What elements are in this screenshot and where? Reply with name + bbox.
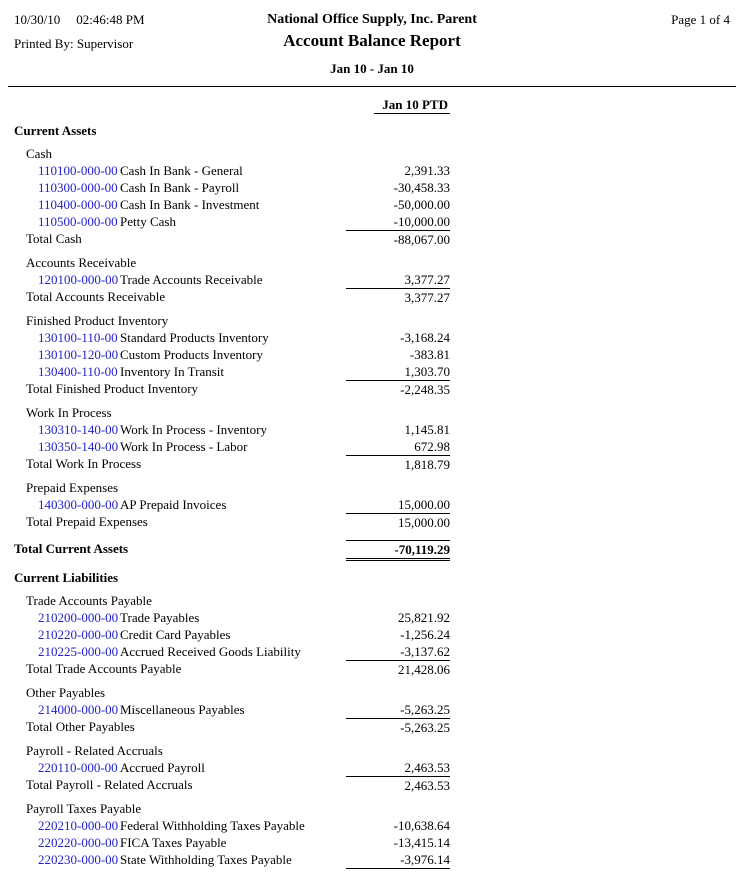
account-description: Cash In Bank - General bbox=[120, 163, 243, 178]
column-header-cell bbox=[346, 96, 450, 114]
account-amount: -1,256.24 bbox=[400, 627, 450, 642]
account-number-link[interactable]: 110400-000-00 bbox=[38, 197, 118, 212]
group-total-amount: 3,377.27 bbox=[346, 288, 450, 306]
pending-total-rule-row bbox=[14, 868, 450, 886]
account-row bbox=[14, 196, 450, 213]
account-row bbox=[14, 643, 450, 660]
account-amount: 2,463.53 bbox=[404, 760, 450, 775]
account-amount: -10,000.00 bbox=[393, 214, 450, 229]
header-divider bbox=[8, 86, 736, 87]
report-header bbox=[14, 8, 730, 77]
account-description: Cash In Bank - Payroll bbox=[120, 180, 240, 195]
account-description: FICA Taxes Payable bbox=[120, 835, 227, 850]
section-total-amount: -70,119.29 bbox=[346, 540, 450, 561]
account-number-link[interactable]: 110100-000-00 bbox=[38, 163, 118, 178]
print-datetime bbox=[14, 8, 204, 32]
account-number-link[interactable]: 140300-000-00 bbox=[38, 497, 119, 512]
group-total-amount: -88,067.00 bbox=[346, 230, 450, 248]
print-time: 02:46:48 PM bbox=[76, 12, 145, 27]
account-number-link[interactable]: 110300-000-00 bbox=[38, 180, 118, 195]
group-total-amount: 21,428.06 bbox=[346, 660, 450, 678]
group-total-amount: 15,000.00 bbox=[346, 513, 450, 531]
account-description: Work In Process - Labor bbox=[120, 439, 248, 454]
account-description: Federal Withholding Taxes Payable bbox=[120, 818, 305, 833]
account-amount: 3,377.27 bbox=[404, 272, 450, 287]
page-number: Page 1 of 4 bbox=[671, 12, 730, 27]
account-description: Trade Payables bbox=[120, 610, 200, 625]
account-description: State Withholding Taxes Payable bbox=[120, 852, 292, 867]
group-total-amount: -5,263.25 bbox=[346, 718, 450, 736]
group-name: Accounts Receivable bbox=[26, 255, 137, 270]
account-row bbox=[14, 179, 450, 196]
account-number-link[interactable]: 130100-110-00 bbox=[38, 330, 118, 345]
account-number-link[interactable]: 220110-000-00 bbox=[38, 760, 118, 775]
account-description: Standard Products Inventory bbox=[120, 330, 269, 345]
group-total-amount: -2,248.35 bbox=[346, 380, 450, 398]
group-total-label: Total Cash bbox=[26, 231, 82, 246]
account-row bbox=[14, 271, 450, 288]
group-total-label: Total Other Payables bbox=[26, 719, 135, 734]
account-row bbox=[14, 496, 450, 513]
account-row bbox=[14, 834, 450, 851]
group-total-label: Total Work In Process bbox=[26, 456, 142, 471]
column-header-ptd: Jan 10 PTD bbox=[374, 96, 450, 114]
section-title: Current Liabilities bbox=[14, 570, 119, 585]
account-description: Custom Products Inventory bbox=[120, 347, 263, 362]
account-description: Cash In Bank - Investment bbox=[120, 197, 260, 212]
account-row bbox=[14, 609, 450, 626]
pending-total-rule bbox=[346, 868, 450, 886]
group-total-amount: 1,818.79 bbox=[346, 455, 450, 473]
group-name: Payroll - Related Accruals bbox=[26, 743, 163, 758]
account-amount: 1,145.81 bbox=[404, 422, 450, 437]
account-row bbox=[14, 817, 450, 834]
group-name: Payroll Taxes Payable bbox=[26, 801, 142, 816]
account-row bbox=[14, 759, 450, 776]
group-total-amount: 2,463.53 bbox=[346, 776, 450, 794]
group-total-row bbox=[14, 380, 450, 398]
header-right bbox=[540, 8, 730, 28]
account-row bbox=[14, 329, 450, 346]
account-number-link[interactable]: 210225-000-00 bbox=[38, 644, 119, 659]
account-amount: 25,821.92 bbox=[398, 610, 450, 625]
group-total-row bbox=[14, 513, 450, 531]
account-description: Trade Accounts Receivable bbox=[120, 272, 263, 287]
company-name: National Office Supply, Inc. Parent bbox=[267, 12, 477, 27]
account-description: Work In Process - Inventory bbox=[120, 422, 267, 437]
section-total-row bbox=[14, 540, 450, 561]
group-total-label: Total Finished Product Inventory bbox=[26, 381, 199, 396]
account-row bbox=[14, 438, 450, 455]
account-description: Credit Card Payables bbox=[120, 627, 231, 642]
account-amount: 672.98 bbox=[414, 439, 450, 454]
account-amount: -383.81 bbox=[409, 347, 450, 362]
group-name: Work In Process bbox=[26, 405, 112, 420]
account-number-link[interactable]: 210220-000-00 bbox=[38, 627, 119, 642]
account-amount: -5,263.25 bbox=[400, 702, 450, 717]
account-amount: -13,415.14 bbox=[393, 835, 450, 850]
group-total-label: Total Accounts Receivable bbox=[26, 289, 166, 304]
group-total-row bbox=[14, 776, 450, 794]
account-amount: 2,391.33 bbox=[404, 163, 450, 178]
account-amount: 15,000.00 bbox=[398, 497, 450, 512]
group-name: Other Payables bbox=[26, 685, 106, 700]
account-number-link[interactable]: 130350-140-00 bbox=[38, 439, 119, 454]
account-number-link[interactable]: 130100-120-00 bbox=[38, 347, 119, 362]
group-total-row bbox=[14, 660, 450, 678]
group-total-row bbox=[14, 288, 450, 306]
account-amount: -3,976.14 bbox=[400, 852, 450, 867]
group-total-label: Total Prepaid Expenses bbox=[26, 514, 148, 529]
account-row bbox=[14, 346, 450, 363]
account-description: Petty Cash bbox=[120, 214, 176, 229]
group-name: Cash bbox=[26, 146, 52, 161]
group-total-row bbox=[14, 230, 450, 248]
account-description: Accrued Received Goods Liability bbox=[120, 644, 301, 659]
group-name: Trade Accounts Payable bbox=[26, 593, 152, 608]
group-name: Prepaid Expenses bbox=[26, 480, 119, 495]
section-total-label: Total Current Assets bbox=[14, 541, 129, 556]
account-row bbox=[14, 363, 450, 380]
report-table bbox=[14, 96, 450, 886]
account-row bbox=[14, 851, 450, 868]
account-number-link[interactable]: 120100-000-00 bbox=[38, 272, 119, 287]
account-amount: -10,638.64 bbox=[393, 818, 450, 833]
account-amount: -3,137.62 bbox=[400, 644, 450, 659]
header-left bbox=[14, 8, 204, 56]
account-number-link[interactable]: 220230-000-00 bbox=[38, 852, 119, 867]
column-header-spacer bbox=[14, 96, 346, 114]
group-name: Finished Product Inventory bbox=[26, 313, 169, 328]
account-number-link[interactable]: 130310-140-00 bbox=[38, 422, 119, 437]
account-description: Accrued Payroll bbox=[120, 760, 205, 775]
column-header-row bbox=[14, 96, 450, 114]
account-row bbox=[14, 162, 450, 179]
group-total-row bbox=[14, 455, 450, 473]
account-amount: 1,303.70 bbox=[404, 364, 450, 379]
account-number-link[interactable]: 214000-000-00 bbox=[38, 702, 119, 717]
header-center bbox=[204, 8, 540, 77]
section-title: Current Assets bbox=[14, 123, 97, 138]
account-amount: -30,458.33 bbox=[393, 180, 450, 195]
report-body bbox=[14, 122, 450, 886]
account-row bbox=[14, 701, 450, 718]
account-description: Miscellaneous Payables bbox=[120, 702, 245, 717]
printed-by: Printed By: Supervisor bbox=[14, 36, 134, 51]
pending-total-spacer bbox=[14, 868, 346, 886]
account-number-link[interactable]: 220220-000-00 bbox=[38, 835, 119, 850]
account-description: Inventory In Transit bbox=[120, 364, 224, 379]
account-row bbox=[14, 626, 450, 643]
print-date: 10/30/10 bbox=[14, 12, 61, 27]
account-number-link[interactable]: 130400-110-00 bbox=[38, 364, 118, 379]
group-total-label: Total Payroll - Related Accruals bbox=[26, 777, 193, 792]
account-row bbox=[14, 213, 450, 230]
account-number-link[interactable]: 110500-000-00 bbox=[38, 214, 118, 229]
account-description: AP Prepaid Invoices bbox=[120, 497, 227, 512]
account-number-link[interactable]: 210200-000-00 bbox=[38, 610, 119, 625]
group-total-label: Total Trade Accounts Payable bbox=[26, 661, 182, 676]
account-row bbox=[14, 421, 450, 438]
account-amount: -3,168.24 bbox=[400, 330, 450, 345]
report-title: Account Balance Report bbox=[283, 31, 461, 50]
account-amount: -50,000.00 bbox=[393, 197, 450, 212]
account-number-link[interactable]: 220210-000-00 bbox=[38, 818, 119, 833]
report-period: Jan 10 - Jan 10 bbox=[330, 61, 414, 76]
group-total-row bbox=[14, 718, 450, 736]
